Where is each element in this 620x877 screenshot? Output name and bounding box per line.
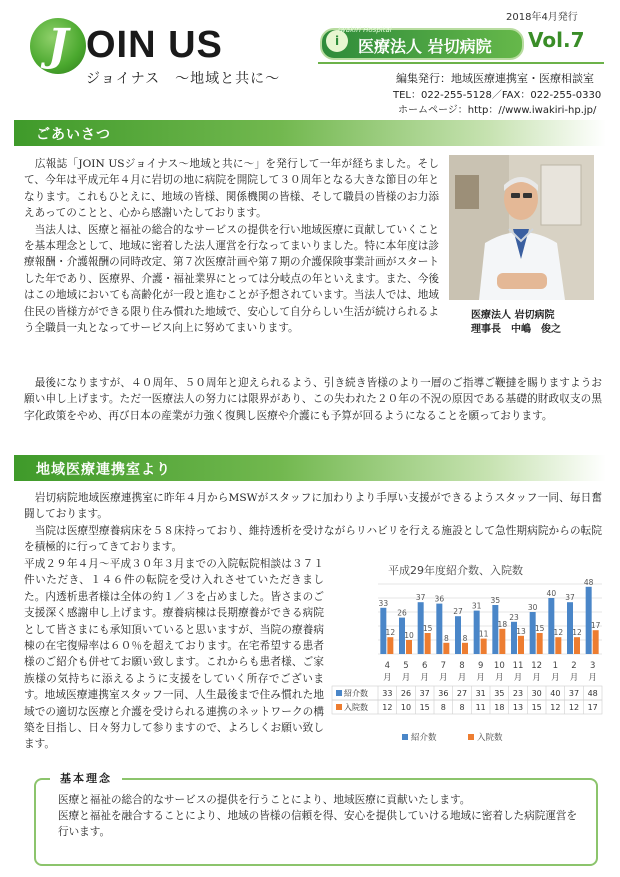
table-cell: 27 [456, 689, 468, 698]
referral-admission-chart [330, 576, 610, 764]
bar-value-label: 12 [385, 628, 396, 638]
table-cell: 8 [440, 703, 446, 712]
table-cell: 18 [494, 703, 505, 712]
bar-referral [548, 598, 554, 654]
greeting-paragraph-1: 広報誌「JOIN USジョイナス～地域と共に～」を発行して一年が経ちました。そして、今年は平成元年４月に岩切の地に病院を開院して３０周年となる大きな節目の年となります。これもひとえに、地域の皆様、関係機関の皆様、そして職員の皆様のお力添えあってのことと、心から感謝いたしております。 [24, 158, 439, 220]
bar-value-label: 8 [443, 633, 449, 643]
bar-admission [499, 629, 505, 654]
bar-referral [436, 604, 442, 654]
chart-title: 平成29年度紹介数、入院数 [388, 564, 523, 577]
table-cell: 35 [494, 689, 505, 698]
bar-value-label: 35 [490, 596, 501, 605]
table-cell: 12 [568, 703, 580, 712]
table-cell: 23 [512, 689, 524, 698]
category-label-unit: 月 [551, 673, 560, 683]
category-label: 3 [589, 661, 596, 671]
philosophy-line-1: 医療と福祉の総合的なサービスの提供を行うことにより、地域医療に貢献いたします。 [58, 794, 471, 806]
table-series-name: 紹介数 [344, 689, 368, 698]
header-divider [318, 62, 604, 64]
renkei-intro [24, 490, 602, 523]
table-cell: 15 [531, 703, 542, 712]
bar-value-label: 26 [397, 608, 407, 618]
bar-admission [593, 630, 599, 654]
chairman-photo [449, 155, 594, 300]
category-label: 5 [403, 661, 409, 671]
bar-value-label: 31 [471, 601, 482, 611]
category-label: 1 [552, 661, 559, 671]
renkei-paragraph-3: 平成２９年４月～平成３０年３月までの入院転院相談は３７１件いただき、１４６件の転院を受け入れさせていただきました。内透析患者様は全体の約１／３を占めました。皆さまのご支援深く感謝申し上げます。療養病棟は長期療養ができる病院として皆さまにも承知頂いていると思いますが、当院の療養病棟の在宅復帰率は６０％を超えております。在宅希望する患者様のご紹介も併せてお願い致します。これからも患者様、ご家族様の気持ちに添えるように支援をしていく所存でございます。地域医療連携室スタッフ一同、人生最後まで住み慣れた地域での適切な医療と介護を受けられる連携のネットワークの構築を目指し、日々努力して参りますので、よろしくお願い致します。 [24, 558, 324, 751]
renkei-paragraph-2: 当院は医療型療養病床を５８床持っており、維持透析を受けながらリハビリを行える施設として急性期病院からの転院を積極的に行ってきております。 [24, 525, 602, 554]
table-cell: 31 [475, 689, 486, 698]
legend-entry: 紹介数 [411, 733, 437, 743]
greeting-closing [24, 375, 602, 424]
renkei-intro-2 [24, 523, 602, 556]
bar-value-label: 17 [590, 621, 601, 631]
table-series-name: 入院数 [344, 703, 368, 712]
logo-title: OIN US [86, 24, 223, 66]
bar-value-label: 48 [583, 577, 594, 587]
table-row [332, 700, 602, 714]
greeting-title: ごあいさつ [36, 127, 111, 143]
hospital-english-name: Iwakiri Hospital [338, 26, 392, 34]
table-cell: 15 [419, 703, 430, 712]
category-label: 12 [531, 661, 543, 671]
logo-j-mark: J [30, 18, 86, 74]
photo-caption-org: 医療法人 岩切病院 [471, 310, 555, 321]
bar-value-label: 8 [462, 633, 468, 643]
table-cell: 37 [568, 689, 580, 698]
category-label: 9 [477, 661, 484, 671]
greeting-paragraph-3: 最後になりますが、４０周年、５０周年と迎えられるよう、引き続き皆様のより一層のご指導ご鞭撻を賜りますようお願い申し上げます。ただ一医療法人の努力には限界があり、この失われた２０年の不況の原因である基礎的財政収支の黒字化政策をやめ、再び日本の産業が力強く復興し医療や介護にも予算が回るようになることを願っております。 [24, 377, 602, 422]
bar-value-label: 13 [516, 626, 526, 636]
category-label-unit: 月 [513, 673, 523, 683]
bar-value-label: 12 [572, 628, 582, 638]
bar-value-label: 10 [404, 631, 414, 640]
category-label-unit: 月 [588, 673, 597, 683]
bar-admission [406, 640, 412, 654]
issue-date: 2018年4月発行 [506, 12, 578, 23]
bar-admission [462, 643, 468, 654]
legend-key [468, 734, 474, 740]
table-cell: 36 [438, 689, 449, 698]
bar-referral [492, 605, 498, 654]
bar-value-label: 15 [534, 624, 545, 633]
bar-admission [574, 637, 580, 654]
greeting-paragraph-2: 当法人は、医療と福祉の総合的なサービスの提供を行い地域医療に貢献していくことを基本理念として、地域に密着した法人運営を行なってまいりました。特に本年度は診療報酬・介護報酬の同時改定、第７次医療計画や第７期の介護保険事業計画がスタートした年であり、医療界、介護・福祉業界にとっては分岐点の年といえます。また、今後はこの地域においても高齢化が一段と進むことが予想されています。当法人では、地域住民の皆様方ができる限り住み慣れた地域で、安心して自分らしい生活が続けられるよう全職員一丸となってサービス向上に努めてまいります。 [24, 223, 439, 335]
category-label: 10 [493, 661, 505, 671]
category-label-unit: 月 [495, 673, 504, 683]
bar-value-label: 37 [565, 593, 575, 603]
category-label-unit: 月 [401, 673, 411, 683]
bar-value-label: 15 [422, 624, 433, 633]
category-label-unit: 月 [457, 673, 467, 683]
logo-subtitle: ジョイナス ～地域と共に～ [86, 71, 281, 87]
bar-referral [530, 612, 536, 654]
bar-value-label: 36 [434, 594, 445, 604]
legend-entry: 入院数 [477, 733, 503, 743]
table-cell: 13 [512, 703, 524, 712]
renkei-column-text [24, 556, 324, 753]
category-label-unit: 月 [420, 673, 429, 683]
category-label-unit: 月 [439, 673, 448, 683]
category-label: 8 [459, 661, 465, 671]
homepage-link[interactable]: ホームページ：http：//www.iwakiri-hp.jp/ [398, 105, 597, 116]
category-label: 6 [421, 661, 428, 671]
bar-value-label: 30 [527, 603, 538, 612]
category-label: 7 [440, 661, 447, 671]
bar-value-label: 18 [497, 619, 508, 629]
table-cell: 11 [475, 703, 486, 712]
category-label-unit: 月 [569, 673, 579, 683]
table-cell: 12 [550, 703, 561, 712]
volume-number: Vol.7 [528, 28, 585, 52]
table-cell: 40 [550, 689, 561, 698]
table-cell: 10 [400, 703, 412, 712]
philosophy-text [58, 792, 578, 840]
philosophy-label: 基本理念 [50, 770, 122, 786]
category-label: 11 [512, 661, 524, 671]
category-label-unit: 月 [476, 673, 485, 683]
renkei-paragraph-1: 岩切病院地域医療連携室に昨年４月からMSWがスタッフに加わりより手厚い支援ができるようスタッフ一同、毎日奮闘しております。 [24, 492, 602, 521]
category-label: 4 [384, 661, 391, 671]
table-cell: 37 [419, 689, 430, 698]
bar-value-label: 33 [378, 598, 389, 608]
bar-admission [537, 633, 543, 654]
bar-admission [387, 637, 393, 654]
table-cell: 17 [587, 703, 598, 712]
photo-caption-person: 理事長 中嶋 俊之 [471, 324, 561, 335]
table-cell: 48 [587, 689, 598, 698]
table-legend-key [336, 690, 342, 696]
category-label-unit: 月 [383, 673, 392, 683]
legend-key [402, 734, 408, 740]
table-cell: 12 [382, 703, 393, 712]
bar-value-label: 37 [415, 593, 426, 603]
bar-value-label: 23 [509, 612, 519, 622]
bar-referral [455, 616, 461, 654]
category-label-unit: 月 [532, 673, 541, 683]
bar-admission [555, 637, 561, 654]
table-cell: 26 [400, 689, 412, 698]
greeting-column-text [24, 156, 439, 336]
philosophy-line-2: 医療と福祉を融合することにより、地域の皆様の信頼を得、安心を提供していける地域に密着した病院運営を行います。 [58, 810, 578, 838]
hospital-logo-icon: i [326, 30, 348, 52]
bar-value-label: 40 [546, 589, 557, 598]
table-cell: 30 [531, 689, 542, 698]
bar-admission [481, 639, 487, 654]
table-cell: 8 [459, 703, 465, 712]
renkei-title: 地域医療連携室より [36, 462, 171, 478]
bar-admission [518, 636, 524, 654]
table-legend-key [336, 704, 342, 710]
bar-value-label: 11 [478, 629, 489, 639]
contact-phone: TEL：022-255-5128／FAX：022-255-0330 [393, 90, 602, 101]
chairman-portrait-illustration [449, 155, 594, 300]
bar-admission [443, 643, 449, 654]
category-label: 2 [571, 661, 577, 671]
editor-info: 編集発行：地域医療連携室・医療相談室 [396, 72, 594, 85]
table-cell: 33 [382, 689, 393, 698]
bar-admission [425, 633, 431, 654]
hospital-name: 医療法人 岩切病院 [358, 37, 492, 56]
bar-value-label: 12 [553, 628, 564, 638]
bar-value-label: 27 [453, 607, 463, 617]
